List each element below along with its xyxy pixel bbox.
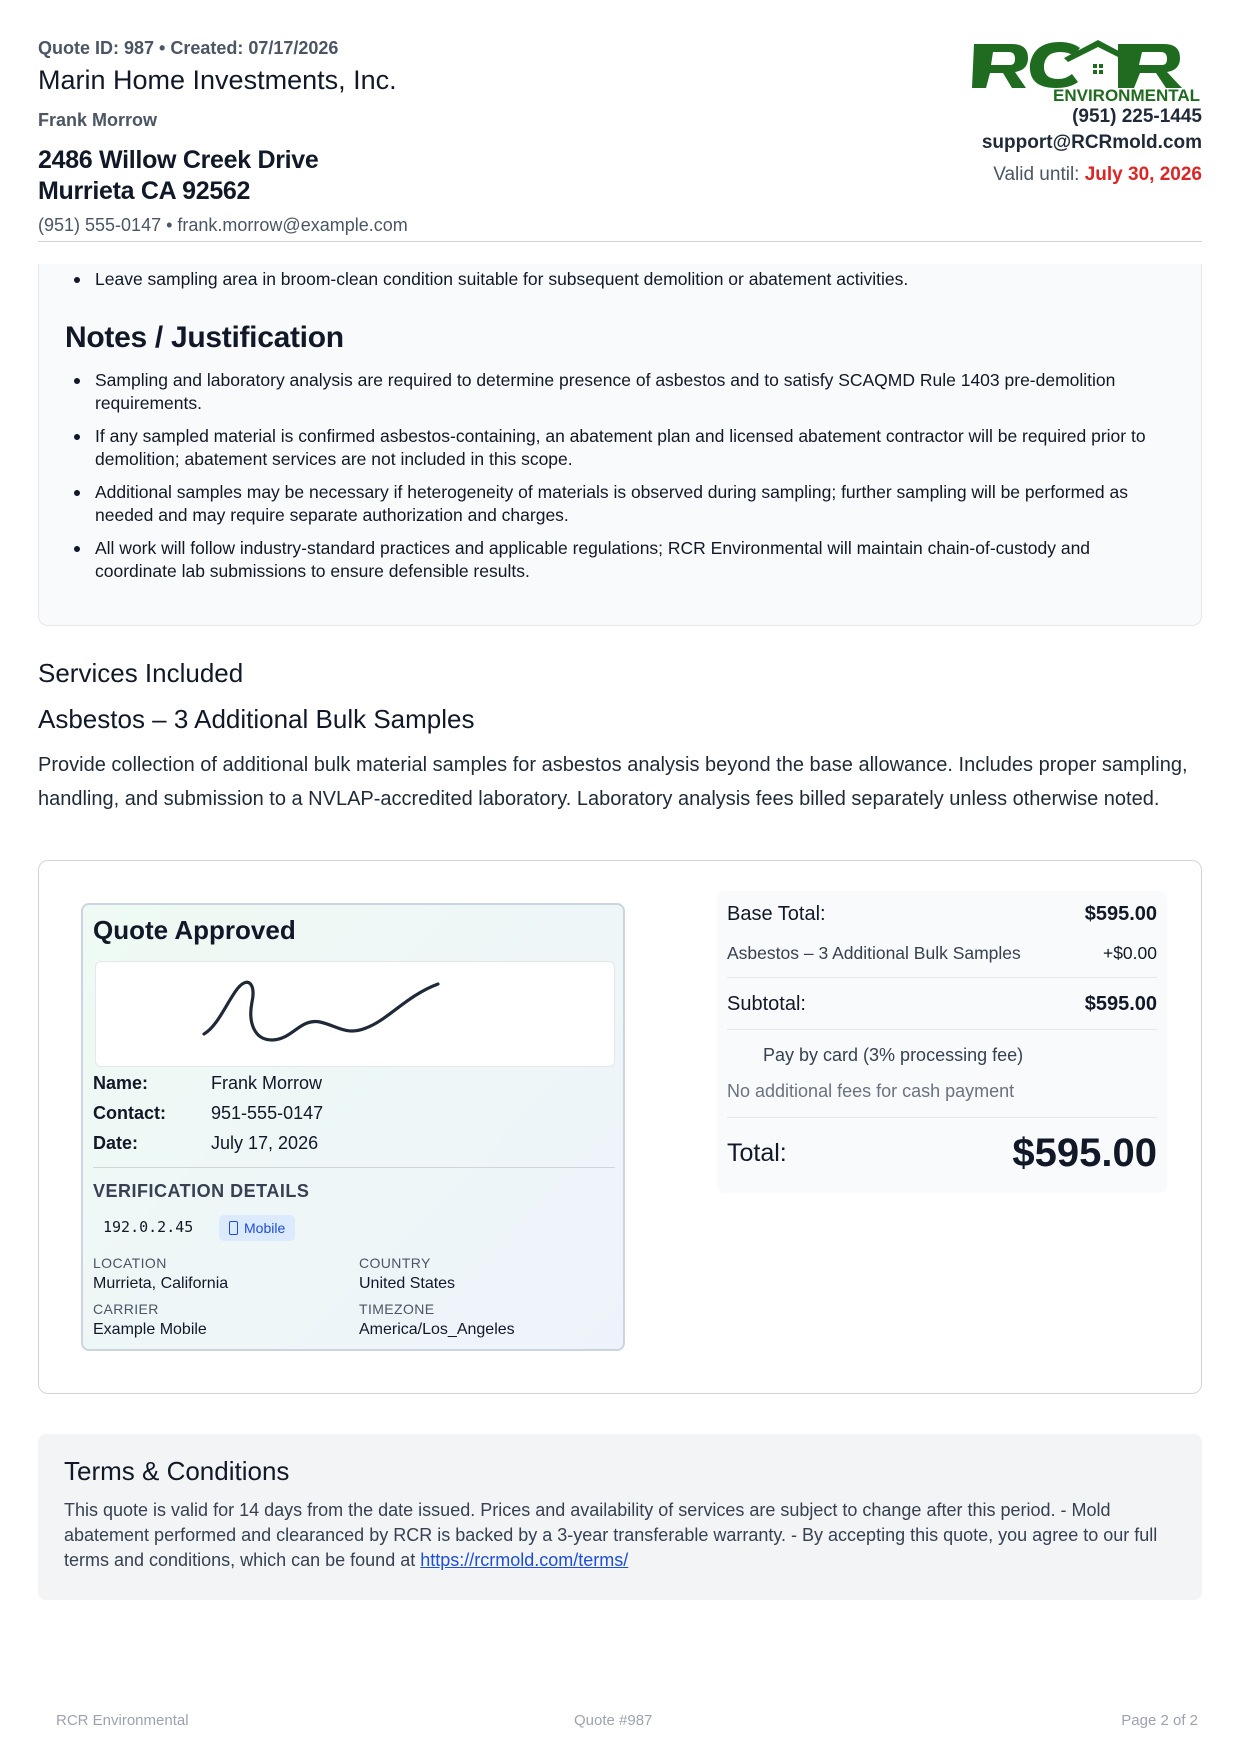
approval-date-row — [93, 1133, 318, 1154]
service-name: Asbestos – 3 Additional Bulk Samples — [38, 704, 475, 734]
subtotal-row — [727, 993, 1157, 1016]
cash-payment-note: No additional fees for cash payment — [727, 1081, 1015, 1101]
base-total-value: $595.00 — [1084, 903, 1157, 925]
mobile-phone-icon — [229, 1221, 238, 1235]
notes-title: Notes / Justification — [65, 321, 344, 354]
signature-image — [96, 962, 616, 1068]
contact-value: 951-555-0147 — [211, 1103, 324, 1123]
list-item: All work will follow industry-standard practices and applicable regulations; RCR Environmental will maintain chain-of-custody and coordinate lab submissions to ensure defensible results. — [39, 537, 1201, 583]
divider — [727, 1029, 1157, 1030]
list-item: Additional samples may be necessary if heterogeneity of materials is observed during sampling; further sampling will be performed as needed and may require separate authorization and charges. — [39, 481, 1201, 527]
logo-text: ENVIRONMENTAL — [1052, 86, 1200, 104]
date-value: July 17, 2026 — [211, 1133, 319, 1153]
line-item-label: Asbestos – 3 Additional Bulk Samples — [727, 943, 1021, 963]
quote-meta: Quote ID: 987 • Created: 07/17/2026 — [38, 38, 339, 58]
ip-address: 192.0.2.45 — [103, 1218, 194, 1236]
company-phone[interactable]: (951) 225-1445 — [1072, 106, 1202, 127]
device-badge-label: Mobile — [244, 1220, 286, 1236]
customer-contact-line: (951) 555-0147 • frank.morrow@example.com — [38, 215, 408, 235]
valid-until — [968, 164, 1202, 186]
footer-left: RCR Environmental — [56, 1712, 189, 1729]
divider — [727, 977, 1157, 978]
pay-by-card-option[interactable]: Pay by card (3% processing fee) — [763, 1045, 1024, 1065]
total-value: $595.00 — [1012, 1131, 1157, 1175]
date-label: Date: — [93, 1133, 139, 1153]
quote-page — [38, 38, 1202, 1729]
base-total-row — [727, 903, 1157, 926]
customer-block — [38, 38, 408, 236]
list-item: If any sampled material is confirmed asbestos-containing, an abatement plan and licensed abatement contractor will be required prior to demolition; abatement services are not included in this scope. — [39, 425, 1201, 471]
total-label: Total: — [727, 1139, 787, 1167]
notes-list — [39, 369, 1201, 583]
approval-section — [38, 860, 1202, 1394]
approver-contact-row — [93, 1103, 323, 1124]
carrier-value: Example Mobile — [93, 1321, 207, 1338]
timezone-label: TIMEZONE — [359, 1301, 435, 1317]
service-description: Provide collection of additional bulk material samples for asbestos analysis beyond the base allowance. Includes proper sampling, handling, and submission to a NVLAP-accredited laboratory. Laboratory analysis fees billed separately unless otherwise noted. — [38, 754, 1188, 810]
customer-name: Frank Morrow — [38, 110, 158, 130]
terms-title: Terms & Conditions — [64, 1456, 290, 1486]
total-row — [727, 1131, 1157, 1176]
rcr-environmental-logo — [968, 38, 1202, 104]
quote-header — [38, 38, 1202, 242]
base-total-label: Base Total: — [727, 903, 826, 925]
address-line-2: Murrieta CA 92562 — [38, 177, 251, 205]
location-value: Murrieta, California — [93, 1275, 229, 1292]
name-value: Frank Morrow — [211, 1073, 323, 1093]
name-label: Name: — [93, 1073, 149, 1093]
customer-address — [38, 145, 408, 207]
scope-list — [39, 268, 1201, 291]
scope-notes-panel — [38, 264, 1202, 626]
location-label: LOCATION — [93, 1255, 167, 1271]
line-item-value: +$0.00 — [1102, 943, 1157, 963]
terms-body — [64, 1498, 1184, 1573]
subtotal-value: $595.00 — [1084, 993, 1157, 1015]
device-badge — [219, 1215, 295, 1241]
valid-until-label: Valid until: — [993, 164, 1080, 185]
list-item: Sampling and laboratory analysis are required to determine presence of asbestos and to satisfy SCAQMD Rule 1403 pre-demolition requirements. — [39, 369, 1201, 415]
country-value: United States — [359, 1275, 456, 1292]
carrier-label: CARRIER — [93, 1301, 159, 1317]
line-item-row — [727, 943, 1157, 964]
customer-company: Marin Home Investments, Inc. — [38, 65, 397, 95]
divider — [727, 1117, 1157, 1118]
approver-name-row — [93, 1073, 322, 1094]
footer-center: Quote #987 — [574, 1712, 653, 1729]
approval-title: Quote Approved — [93, 915, 296, 945]
services-heading: Services Included — [38, 658, 244, 688]
terms-link[interactable]: https://rcrmold.com/terms/ — [420, 1550, 629, 1570]
country-label: COUNTRY — [359, 1255, 431, 1271]
company-email[interactable]: support@RCRmold.com — [981, 132, 1202, 153]
terms-panel — [38, 1434, 1202, 1600]
verification-title: VERIFICATION DETAILS — [93, 1181, 310, 1201]
divider — [93, 1167, 615, 1168]
list-item: Leave sampling area in broom-clean condition suitable for subsequent demolition or abatement activities. — [39, 268, 1201, 291]
terms-text: This quote is valid for 14 days from the date issued. Prices and availability of services are subject to change after this period. - Mold abatement performed and clearanced by RCR is backed by a 3-year transferable warranty. - By accepting this quote, you agree to our full terms and conditions, which can be found at — [64, 1500, 1158, 1570]
company-block — [968, 38, 1202, 186]
totals-panel — [717, 891, 1167, 1193]
footer-page-number: Page 2 of 2 — [1121, 1712, 1198, 1729]
contact-label: Contact: — [93, 1103, 166, 1123]
signature-pad — [95, 961, 615, 1067]
address-line-1: 2486 Willow Creek Drive — [38, 146, 319, 174]
valid-until-date: July 30, 2026 — [1084, 164, 1202, 185]
timezone-value: America/Los_Angeles — [359, 1321, 515, 1338]
approval-card — [81, 903, 625, 1351]
subtotal-label: Subtotal: — [727, 993, 806, 1015]
